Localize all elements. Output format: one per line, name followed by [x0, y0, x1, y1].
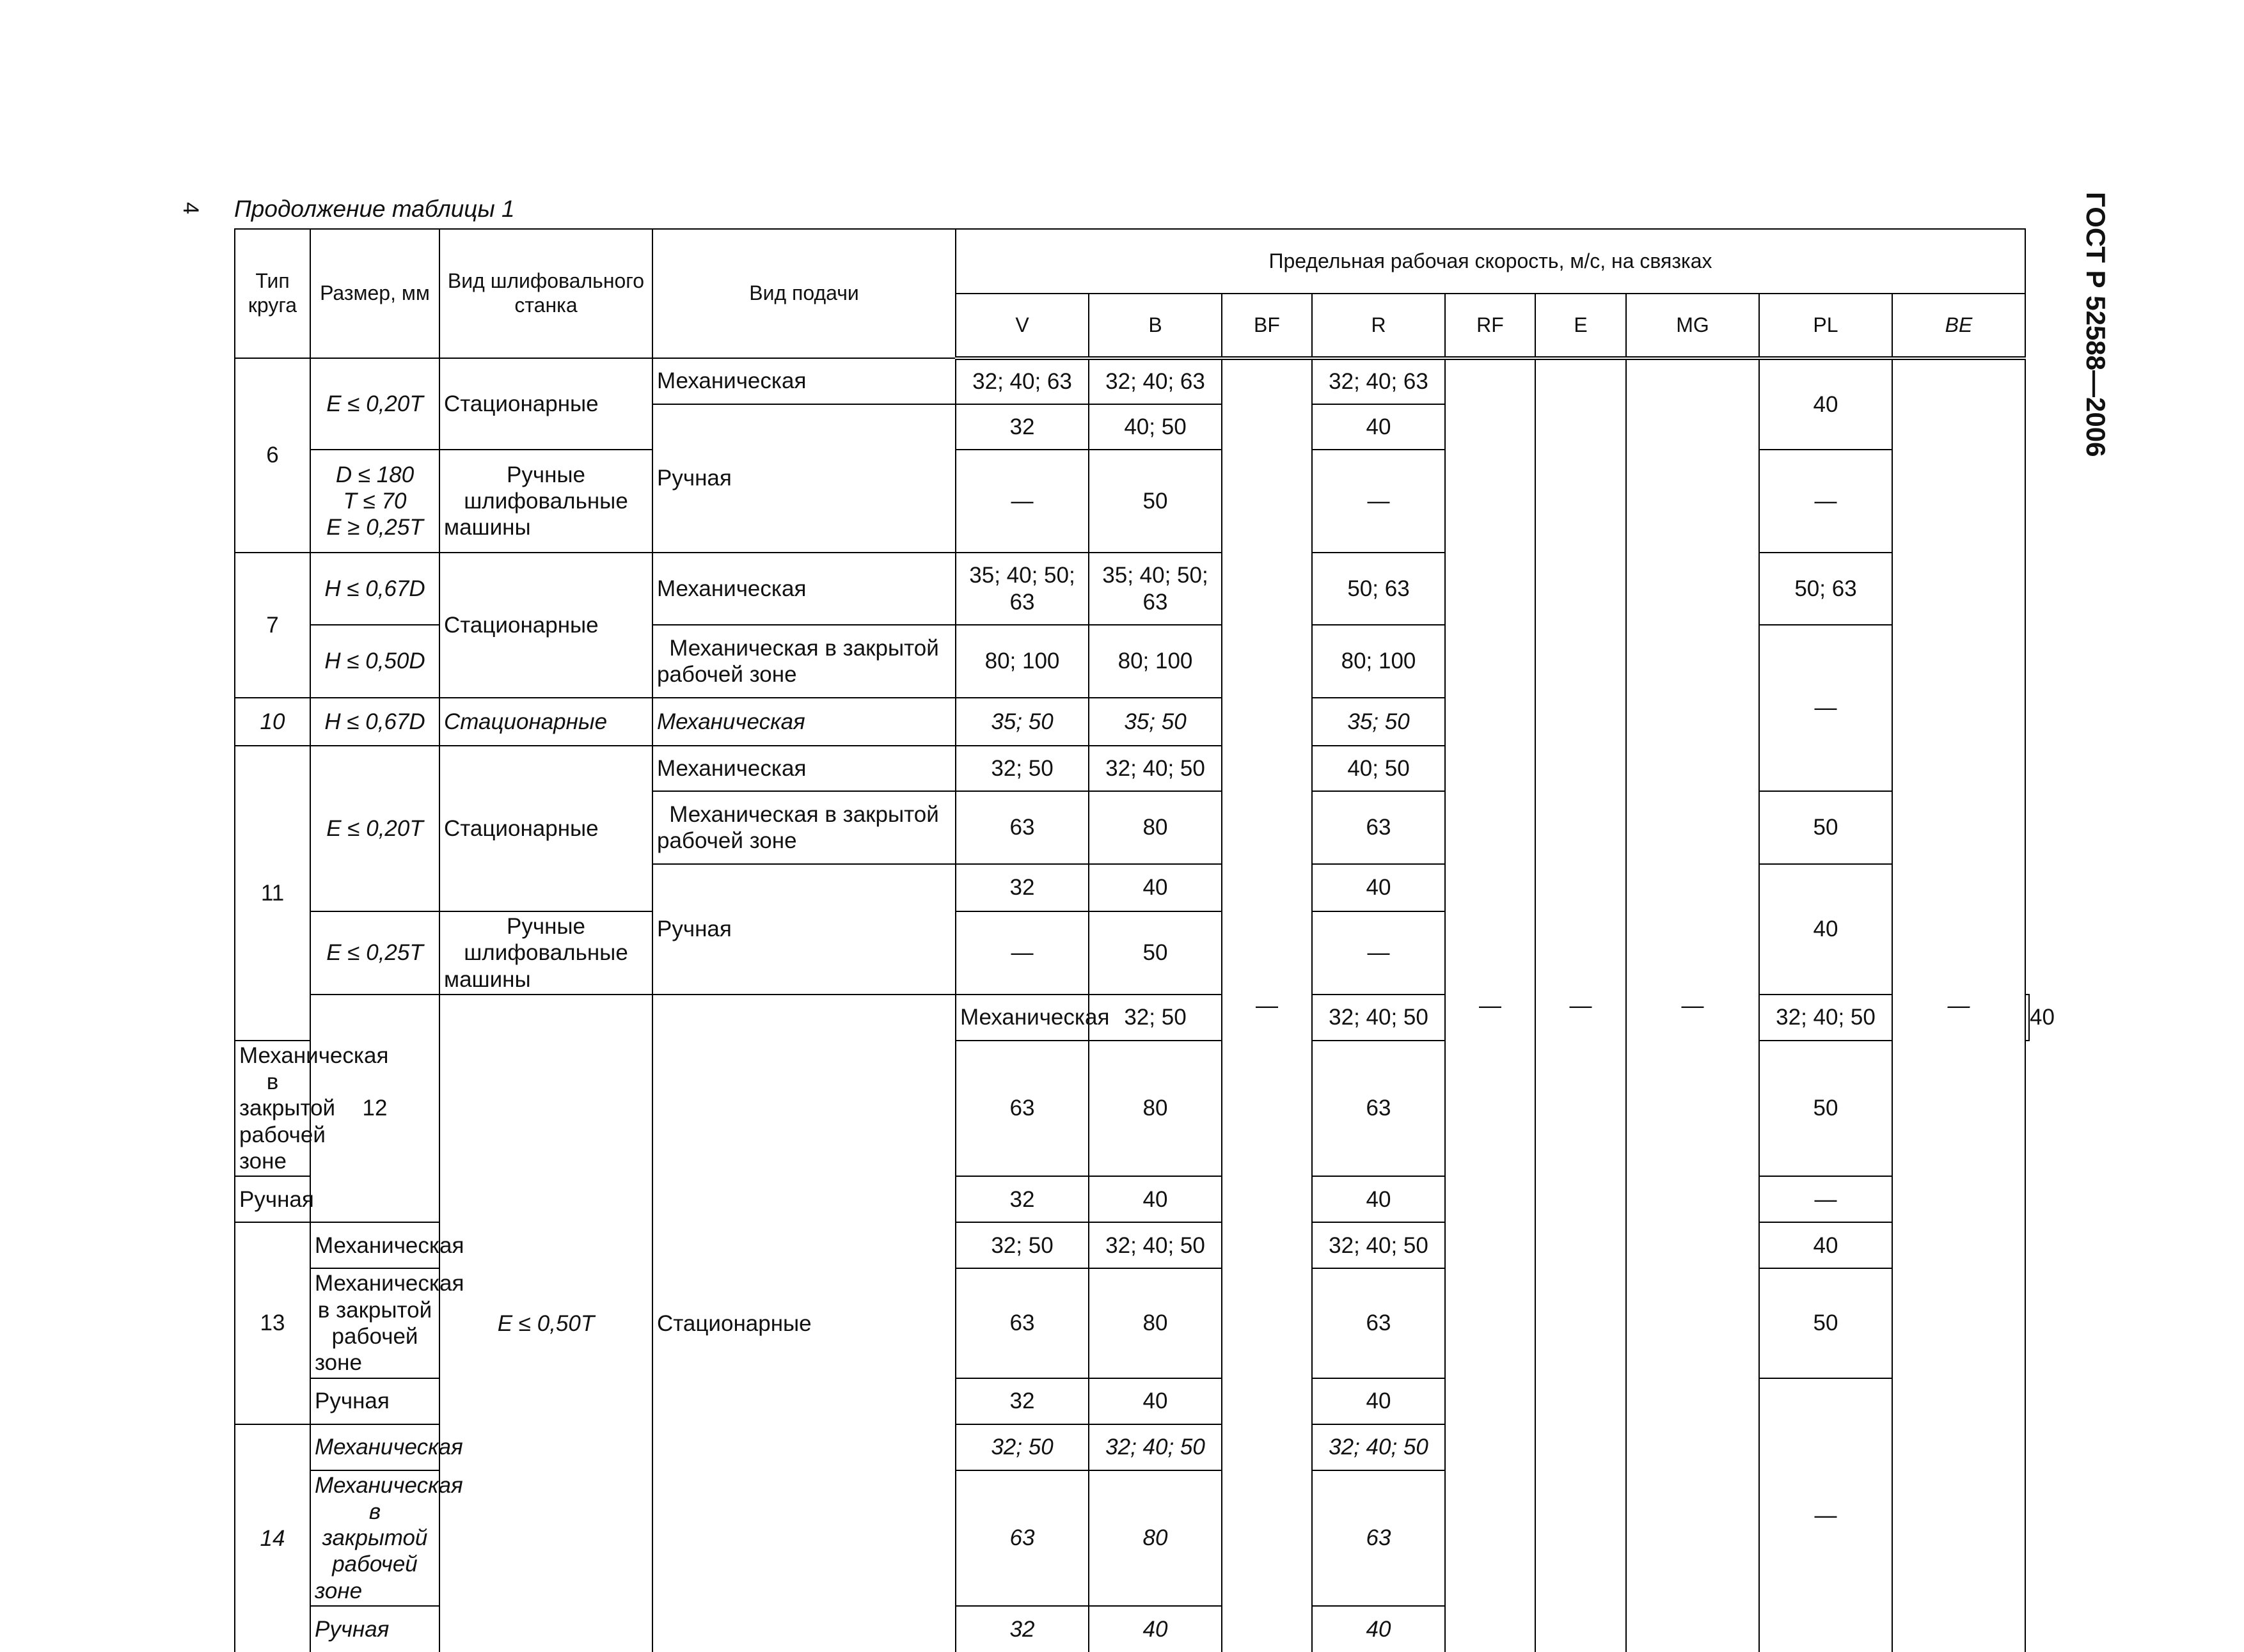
value-cell: 32	[956, 404, 1089, 450]
value-cell: 40	[1759, 1222, 1892, 1268]
value-cell: 40	[1312, 1378, 1445, 1424]
size-cell: E ≤ 0,50T	[439, 995, 652, 1652]
value-cell: 40	[1759, 864, 1892, 995]
feed-cell: Механическая	[652, 746, 956, 791]
value-cell: 63	[1312, 1268, 1445, 1378]
value-cell: 80	[1089, 1268, 1222, 1378]
value-cell: 40	[1312, 404, 1445, 450]
mg-column-dash: —	[1626, 358, 1759, 1652]
value-cell: 63	[956, 1268, 1089, 1378]
value-cell: 32; 40; 50	[1089, 746, 1222, 791]
machine-cell: Ручные шлифовальные машины	[439, 450, 652, 553]
value-cell: 32; 40; 50	[1312, 1222, 1445, 1268]
value-cell: 50; 63	[1759, 553, 1892, 625]
value-cell: —	[1312, 450, 1445, 553]
header-machine: Вид шлифовального станка	[439, 229, 652, 358]
bf-column-dash: —	[1222, 358, 1312, 1652]
value-cell: 80	[1089, 1470, 1222, 1606]
size-cell: H ≤ 0,50D	[310, 625, 439, 698]
machine-cell: Стационарные	[439, 358, 652, 450]
value-cell: 40	[1759, 358, 1892, 450]
feed-cell: Механическая	[956, 995, 1089, 1041]
size-cell: E ≤ 0,20T	[310, 746, 439, 911]
feed-cell: Механическая в закрытой рабочей зоне	[310, 1268, 439, 1378]
value-cell: 63	[956, 1470, 1089, 1606]
size-cell: H ≤ 0,67D	[310, 698, 439, 746]
bond-header: PL	[1759, 294, 1892, 358]
type-cell: 14	[235, 1424, 310, 1652]
speed-table	[234, 228, 2055, 1652]
machine-cell: Стационарные	[439, 746, 652, 911]
machine-cell: Стационарные	[439, 698, 652, 746]
value-cell: 50	[1089, 911, 1222, 995]
value-cell: 63	[1312, 791, 1445, 864]
value-cell: 80; 100	[956, 625, 1089, 698]
bond-header: MG	[1626, 294, 1759, 358]
feed-cell: Ручная	[310, 1378, 439, 1424]
value-cell: 63	[1312, 1041, 1445, 1176]
bond-header: V	[956, 294, 1089, 358]
rf-column-dash: —	[1445, 358, 1535, 1652]
value-cell: —	[1759, 625, 1892, 791]
table-caption: Продолжение таблицы 1	[234, 196, 515, 222]
value-cell: 32; 40; 50	[1312, 995, 1445, 1041]
feed-cell: Ручная	[235, 1176, 310, 1222]
feed-cell: Механическая в закрытой рабочей зоне	[652, 791, 956, 864]
value-cell: 35; 40; 50; 63	[956, 553, 1089, 625]
value-cell: —	[956, 911, 1089, 995]
machine-cell: Ручные шлифовальные машины	[439, 911, 652, 995]
value-cell: 50; 63	[1312, 553, 1445, 625]
value-cell: 50	[1759, 1041, 1892, 1176]
value-cell: 35; 40; 50; 63	[1089, 553, 1222, 625]
feed-cell: Механическая в закрытой рабочей зоне	[310, 1470, 439, 1606]
bond-header: R	[1312, 294, 1445, 358]
value-cell: 32; 40; 50	[1312, 1424, 1445, 1470]
feed-cell: Ручная	[652, 864, 956, 995]
size-line: E ≥ 0,25T	[326, 515, 423, 540]
value-cell: 63	[956, 1041, 1089, 1176]
value-cell: 80	[1089, 791, 1222, 864]
type-cell: 7	[235, 553, 310, 698]
value-cell: 35; 50	[1089, 698, 1222, 746]
value-cell: 32; 50	[1089, 995, 1222, 1041]
e-column-dash: —	[1535, 358, 1626, 1652]
feed-cell: Механическая	[310, 1222, 439, 1268]
header-speed-group: Предельная рабочая скорость, м/с, на связках	[956, 229, 2025, 294]
value-cell: 63	[956, 791, 1089, 864]
value-cell: 32	[956, 1606, 1089, 1652]
value-cell: 40	[2025, 995, 2029, 1041]
feed-cell: Ручная	[310, 1606, 439, 1652]
value-cell: 40	[1089, 1176, 1222, 1222]
feed-cell: Ручная	[652, 404, 956, 553]
value-cell: 32; 40; 50	[1089, 1424, 1222, 1470]
value-cell: 40; 50	[1312, 746, 1445, 791]
bond-header: BF	[1222, 294, 1312, 358]
value-cell: 32	[956, 864, 1089, 911]
feed-cell: Механическая в закрытой рабочей зоне	[235, 1041, 310, 1176]
feed-cell: Механическая	[652, 358, 956, 404]
value-cell: 32; 50	[956, 746, 1089, 791]
value-cell: 32; 50	[956, 1222, 1089, 1268]
value-cell: —	[1312, 911, 1445, 995]
feed-cell: Механическая	[310, 1424, 439, 1470]
size-cell: E ≤ 0,20T	[310, 358, 439, 450]
value-cell: 32	[956, 1378, 1089, 1424]
size-cell	[310, 450, 439, 553]
value-cell: 40	[1089, 864, 1222, 911]
value-cell: 40	[1312, 864, 1445, 911]
type-cell: 10	[235, 698, 310, 746]
bond-header: BE	[1892, 294, 2025, 358]
value-cell: —	[1759, 1176, 1892, 1222]
value-cell: 80; 100	[1089, 625, 1222, 698]
size-cell: H ≤ 0,67D	[310, 553, 439, 625]
size-line: T ≤ 70	[343, 488, 407, 514]
size-line: D ≤ 180	[335, 462, 415, 487]
size-cell: E ≤ 0,25T	[310, 911, 439, 995]
feed-cell: Механическая	[652, 553, 956, 625]
type-cell: 11	[235, 746, 310, 1041]
value-cell: 40	[1312, 1176, 1445, 1222]
value-cell: 40	[1089, 1378, 1222, 1424]
type-cell: 6	[235, 358, 310, 553]
value-cell: 50	[1759, 1268, 1892, 1378]
be-column-dash: —	[1892, 358, 2025, 1652]
header-feed: Вид подачи	[652, 229, 956, 358]
value-cell: —	[956, 450, 1089, 553]
machine-cell: Стационарные	[439, 553, 652, 698]
value-cell: 63	[1312, 1470, 1445, 1606]
value-cell: 32	[956, 1176, 1089, 1222]
feed-cell: Механическая	[652, 698, 956, 746]
value-cell: 80	[1089, 1041, 1222, 1176]
header-size: Размер, мм	[310, 229, 439, 358]
bond-header: RF	[1445, 294, 1535, 358]
type-cell: 12	[310, 995, 439, 1222]
value-cell: 35; 50	[1312, 698, 1445, 746]
value-cell: 35; 50	[956, 698, 1089, 746]
value-cell: —	[1759, 1378, 1892, 1652]
bond-header: B	[1089, 294, 1222, 358]
value-cell: 80; 100	[1312, 625, 1445, 698]
value-cell: 32; 40; 50	[1089, 1222, 1222, 1268]
document-id: ГОСТ Р 52588—2006	[2081, 192, 2111, 457]
value-cell: —	[1759, 450, 1892, 553]
value-cell: 32; 40; 63	[1312, 358, 1445, 404]
value-cell: 32; 50	[956, 1424, 1089, 1470]
machine-cell: Стационарные	[652, 995, 956, 1652]
value-cell: 50	[1759, 791, 1892, 864]
value-cell: 32; 40; 63	[1089, 358, 1222, 404]
bond-header: E	[1535, 294, 1626, 358]
value-cell: 50	[1089, 450, 1222, 553]
header-type: Тип круга	[235, 229, 310, 358]
value-cell: 32; 40; 50	[1759, 995, 1892, 1041]
value-cell: 40	[1312, 1606, 1445, 1652]
page-number: 4	[178, 202, 203, 214]
value-cell: 40	[1089, 1606, 1222, 1652]
value-cell: 32; 40; 63	[956, 358, 1089, 404]
feed-cell: Механическая в закрытой рабочей зоне	[652, 625, 956, 698]
value-cell: 40; 50	[1089, 404, 1222, 450]
type-cell: 13	[235, 1222, 310, 1424]
